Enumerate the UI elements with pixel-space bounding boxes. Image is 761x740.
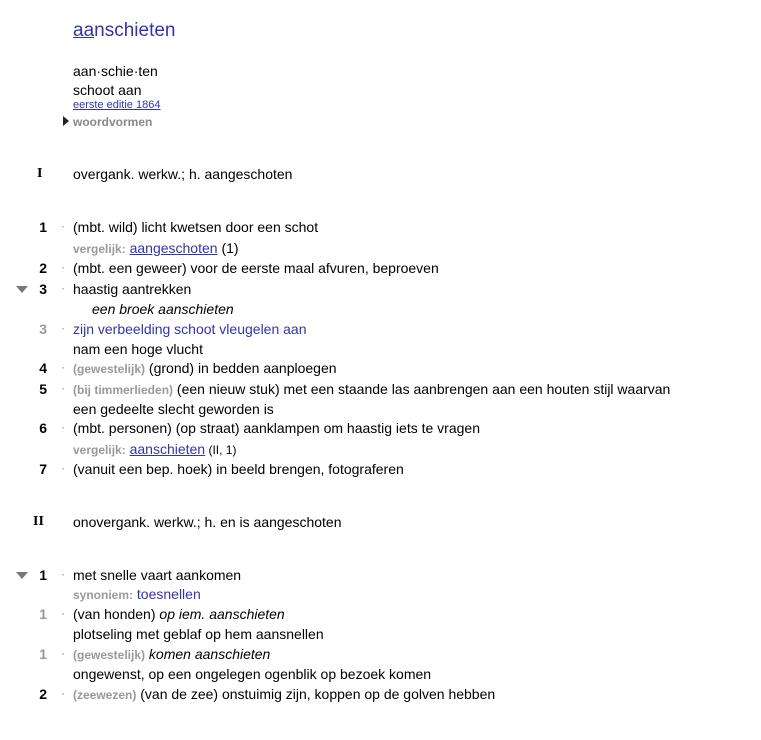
idiom-meaning: nam een hoge vlucht <box>73 341 203 357</box>
sense-text-continued: een gedeelte slecht geworden is <box>73 401 274 417</box>
synonym-link[interactable]: toesnellen <box>136 586 201 602</box>
edition-link[interactable]: eerste editie 1864 <box>73 99 161 111</box>
sense-text: (gewestelijk) (grond) in bedden aanploegen <box>73 360 337 376</box>
idiom-text: zijn verbeelding schoot vleugelen aan <box>73 321 307 337</box>
bullet: · <box>61 381 65 395</box>
bullet: · <box>61 686 65 700</box>
ref-suffix: (II, 1) <box>205 443 237 457</box>
sense-number: 2 <box>39 260 47 276</box>
synonym-label: synoniem: <box>73 588 134 602</box>
sense-number: 7 <box>39 461 47 477</box>
section-roman-1: I <box>37 166 43 181</box>
sense-number: 1 <box>39 606 47 622</box>
sense-text: (mbt. wild) licht kwetsen door een schot <box>73 219 319 235</box>
ref-label: vergelijk: <box>73 443 126 457</box>
wordforms-toggle[interactable]: woordvormen <box>73 115 153 129</box>
section-grammar-2: onovergank. werkw.; h. en is aangeschoten <box>73 514 342 530</box>
ref-suffix: (1) <box>217 240 239 256</box>
sense-number: 3 <box>39 321 47 337</box>
collapse-arrow-icon[interactable] <box>16 286 28 293</box>
synonym <box>73 586 201 602</box>
bullet: · <box>61 420 65 434</box>
headword-highlight[interactable]: aa <box>73 20 95 41</box>
idiom-meaning: ongewenst, op een ongelegen ogenblik op bezoek komen <box>73 666 432 682</box>
sense-number: 4 <box>39 360 47 376</box>
sense-text: (zeewezen) (van de zee) onstuimig zijn, koppen op de golven hebben <box>73 686 496 702</box>
bullet: · <box>61 219 65 233</box>
sense-number: 3 <box>39 281 47 297</box>
sense-text: met snelle vaart aankomen <box>73 567 242 583</box>
bullet: · <box>61 321 65 335</box>
example-text: een broek aanschieten <box>92 301 234 317</box>
bullet: · <box>61 360 65 374</box>
section-roman-2: II <box>33 514 44 529</box>
sense-text: (mbt. een geweer) voor de eerste maal afvuren, beproeven <box>73 260 439 276</box>
past-tense: schoot aan <box>73 82 142 98</box>
sense-number: 1 <box>39 567 47 583</box>
bullet: · <box>61 260 65 274</box>
ref-label: vergelijk: <box>73 242 126 256</box>
section-grammar-1: overgank. werkw.; h. aangeschoten <box>73 166 293 182</box>
headword-title <box>73 20 175 42</box>
bullet: · <box>61 567 65 581</box>
bullet: · <box>61 281 65 295</box>
sense-number: 2 <box>39 686 47 702</box>
bullet: · <box>61 461 65 475</box>
sense-number: 6 <box>39 420 47 436</box>
headword-rest: nschieten <box>94 20 176 41</box>
sense-text: (vanuit een bep. hoek) in beeld brengen, fotograferen <box>73 461 404 477</box>
idiom-text: (van honden) op iem. aanschieten <box>73 606 285 622</box>
idiom-meaning: plotseling met geblaf op hem aansnellen <box>73 626 324 642</box>
sense-number: 5 <box>39 381 47 397</box>
cross-reference <box>73 441 236 457</box>
collapse-arrow-icon[interactable] <box>16 572 28 579</box>
sense-text: (bij timmerlieden) (een nieuw stuk) met een staande las aanbrengen aan een houten stijl waarvan <box>73 381 671 397</box>
sense-text: (mbt. personen) (op straat) aanklampen om haastig iets te vragen <box>73 420 480 436</box>
syllabification: aan·schie·ten <box>73 63 158 79</box>
sense-number: 1 <box>39 219 47 235</box>
cross-reference <box>73 240 239 256</box>
bullet: · <box>61 606 65 620</box>
sense-text: haastig aantrekken <box>73 281 192 297</box>
ref-link[interactable]: aangeschoten <box>129 240 218 256</box>
idiom-text: (gewestelijk) komen aanschieten <box>73 646 271 662</box>
sense-number: 1 <box>39 646 47 662</box>
bullet: · <box>61 646 65 660</box>
expand-arrow-icon[interactable] <box>63 116 69 126</box>
ref-link[interactable]: aanschieten <box>129 441 206 457</box>
